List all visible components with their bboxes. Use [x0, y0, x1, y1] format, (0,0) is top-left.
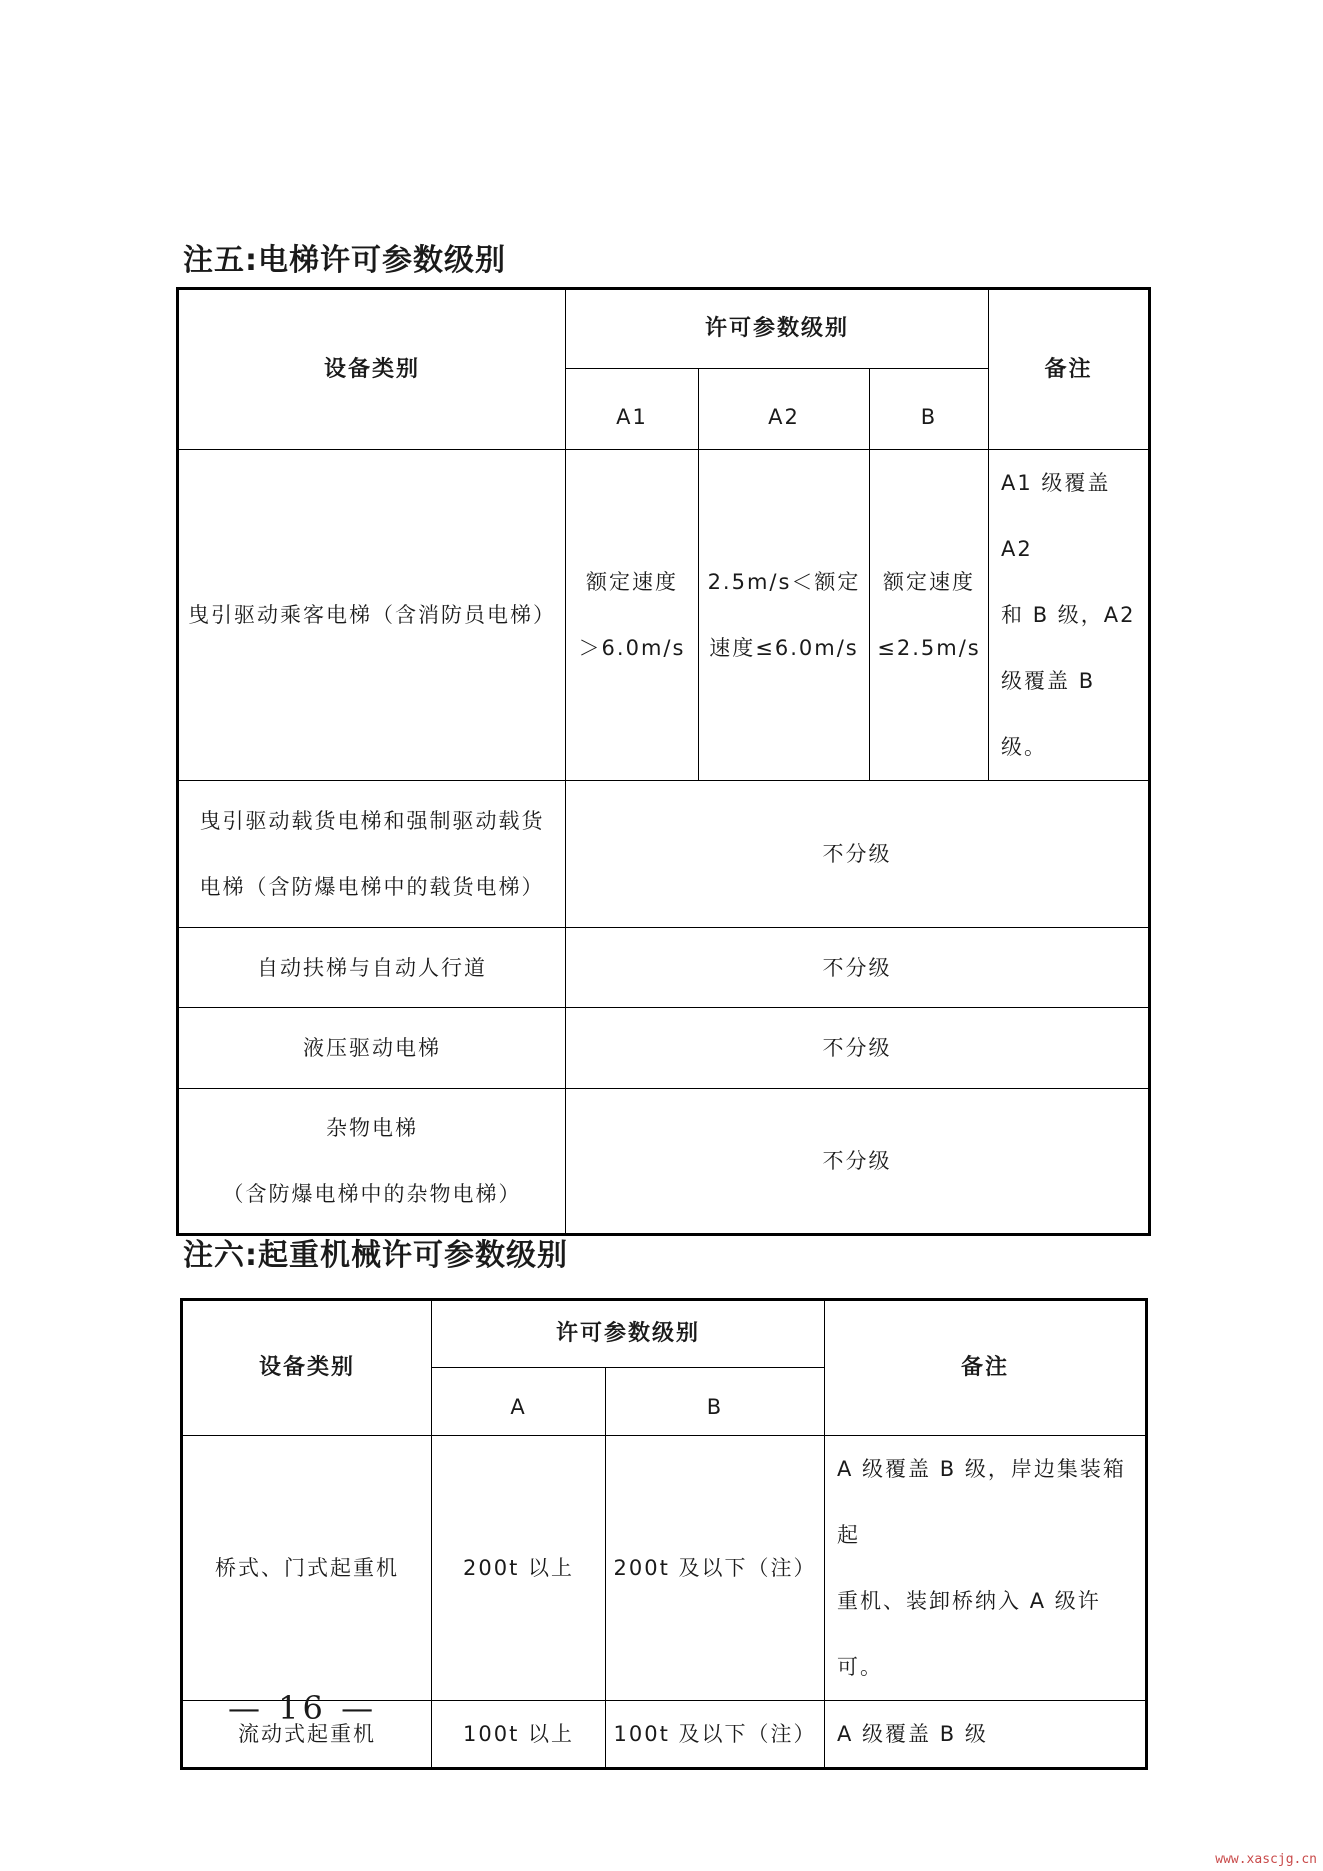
row-category: 流动式起重机 — [182, 1701, 432, 1769]
cell-b: 100t 及以下（注） — [606, 1701, 825, 1769]
cell-a: 200t 以上 — [432, 1436, 606, 1701]
cell-line: 重机、装卸桥纳入 A 级许可。 — [837, 1589, 1101, 1679]
cell-line: 电梯（含防爆电梯中的载货电梯） — [199, 875, 545, 899]
elevator-permit-table — [176, 287, 1151, 1236]
header-remark: 备注 — [989, 289, 1150, 450]
watermark: www.xascjg.cn — [1215, 1852, 1317, 1867]
cell-line: 曳引驱动载货电梯和强制驱动载货 — [199, 809, 545, 833]
cell-line: （含防爆电梯中的杂物电梯） — [222, 1182, 522, 1206]
row-category: 自动扶梯与自动人行道 — [178, 928, 566, 1008]
section-title-elevator: 注五:电梯许可参数级别 — [183, 243, 506, 278]
header-category: 设备类别 — [182, 1300, 432, 1436]
row-category — [178, 781, 566, 928]
table-row — [182, 1436, 1147, 1701]
table-row — [178, 1008, 1150, 1089]
cell-remark: A 级覆盖 B 级 — [825, 1701, 1147, 1769]
cell-line: 2.5m/s＜额定 — [707, 570, 861, 594]
cell-a2 — [699, 450, 870, 781]
cell-line: 速度≤6.0m/s — [709, 636, 859, 660]
cell-a: 100t 以上 — [432, 1701, 606, 1769]
table-row — [178, 450, 1150, 781]
cell-line: 级覆盖 B 级。 — [1001, 669, 1096, 759]
header-category: 设备类别 — [178, 289, 566, 450]
row-category: 桥式、门式起重机 — [182, 1436, 432, 1701]
header-level-a: A — [432, 1368, 606, 1436]
table-row — [178, 1089, 1150, 1235]
header-remark: 备注 — [825, 1300, 1147, 1436]
header-level-a2: A2 — [699, 369, 870, 450]
cell-remark — [825, 1436, 1147, 1701]
header-level-b: B — [606, 1368, 825, 1436]
cell-a1 — [566, 450, 699, 781]
header-level-a1: A1 — [566, 369, 699, 450]
cell-line: 额定速度 — [586, 570, 678, 594]
cell-line: 杂物电梯 — [326, 1116, 418, 1140]
cell-line: A1 级覆盖 A2 — [1001, 471, 1111, 561]
row-category: 液压驱动电梯 — [178, 1008, 566, 1089]
cell-value: 不分级 — [566, 781, 1150, 928]
header-levels: 许可参数级别 — [566, 289, 989, 369]
cell-line: ≤2.5m/s — [877, 636, 981, 660]
cell-b: 200t 及以下（注） — [606, 1436, 825, 1701]
cell-b — [870, 450, 989, 781]
cell-value: 不分级 — [566, 1008, 1150, 1089]
cell-value: 不分级 — [566, 1089, 1150, 1235]
page-number: — 16 — — [228, 1689, 378, 1727]
row-category — [178, 1089, 566, 1235]
cell-line: ＞6.0m/s — [578, 636, 686, 660]
section-title-crane: 注六:起重机械许可参数级别 — [183, 1238, 568, 1273]
table-row — [178, 928, 1150, 1008]
cell-value: 不分级 — [566, 928, 1150, 1008]
table-row — [178, 781, 1150, 928]
row-category: 曳引驱动乘客电梯（含消防员电梯） — [178, 450, 566, 781]
header-levels: 许可参数级别 — [432, 1300, 825, 1368]
cell-remark — [989, 450, 1150, 781]
cell-line: 额定速度 — [883, 570, 976, 594]
header-level-b: B — [870, 369, 989, 450]
cell-line: A 级覆盖 B 级，岸边集装箱起 — [837, 1457, 1126, 1547]
cell-line: 和 B 级，A2 — [1001, 603, 1136, 627]
